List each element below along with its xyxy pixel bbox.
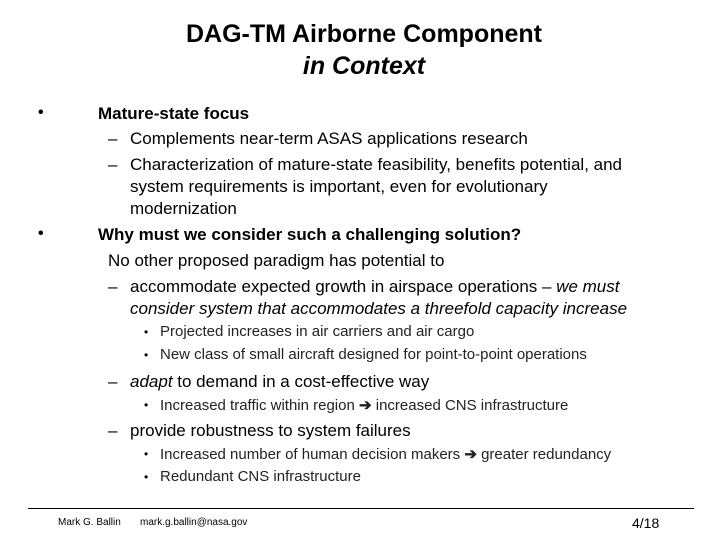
point-human-decision-makers-a: Increased number of human decision makers — [160, 446, 465, 463]
bullet-icon: • — [38, 225, 44, 242]
bullet-icon: • — [144, 398, 149, 412]
point-human-decision-makers — [160, 445, 611, 463]
point-increased-traffic-b: increased CNS infrastructure — [371, 397, 569, 414]
bullet-icon: • — [144, 325, 149, 339]
sub-adapt-rest: to demand in a cost-effective way — [172, 372, 430, 391]
bullet-icon: • — [144, 470, 149, 484]
dash-icon: – — [108, 277, 118, 296]
point-projected-increases: Projected increases in air carriers and air cargo — [160, 323, 475, 340]
title-line-1: DAG-TM Airborne Component — [186, 20, 542, 48]
sub-complements: Complements near-term ASAS applications research — [130, 129, 528, 148]
sub-accommodate-plain: accommodate expected growth in airspace operations – — [130, 277, 557, 296]
sub-robustness: provide robustness to system failures — [130, 421, 411, 440]
sub-characterization-l1: Characterization of mature-state feasibility, benefits potential, and — [130, 155, 623, 174]
sub-characterization-l3: modernization — [130, 199, 237, 218]
point-human-decision-makers-b: greater redundancy — [476, 446, 612, 463]
sub-accommodate-l1 — [130, 277, 619, 297]
sub-characterization-l2: system requirements is important, even for evolutionary — [130, 177, 548, 196]
bullet-icon: • — [144, 447, 149, 461]
bullet-icon: • — [144, 348, 149, 362]
title-line-2: in Context — [302, 52, 426, 80]
footer-author: Mark G. Ballin — [58, 517, 121, 528]
point-increased-traffic-a: Increased traffic within region — [160, 397, 359, 414]
dash-icon: – — [108, 372, 118, 391]
slide-title — [0, 18, 720, 82]
sub-accommodate-l2: consider system that accommodates a threefold capacity increase — [130, 299, 628, 318]
bullet-why-challenging: Why must we consider such a challenging solution? — [98, 225, 522, 244]
footer-email: mark.g.ballin@nasa.gov — [140, 517, 248, 528]
bullet-icon: • — [38, 104, 44, 121]
point-redundant-cns: Redundant CNS infrastructure — [160, 468, 361, 485]
footer-page-number: 4/18 — [632, 515, 660, 531]
dash-icon: – — [108, 155, 118, 174]
point-increased-traffic — [160, 396, 568, 414]
dash-icon: – — [108, 421, 118, 440]
sub-adapt-italic: adapt — [130, 372, 173, 391]
intro-no-other-paradigm: No other proposed paradigm has potential to — [108, 251, 445, 270]
sub-adapt — [130, 372, 429, 392]
bullet-mature-state: Mature-state focus — [98, 104, 250, 123]
sub-accommodate-italic: we must — [556, 277, 620, 296]
dash-icon: – — [108, 129, 118, 148]
arrow-right-icon: ➔ — [464, 446, 477, 463]
point-small-aircraft: New class of small aircraft designed for point-to-point operations — [160, 346, 587, 363]
footer-divider — [28, 508, 694, 509]
arrow-right-icon: ➔ — [359, 397, 372, 414]
